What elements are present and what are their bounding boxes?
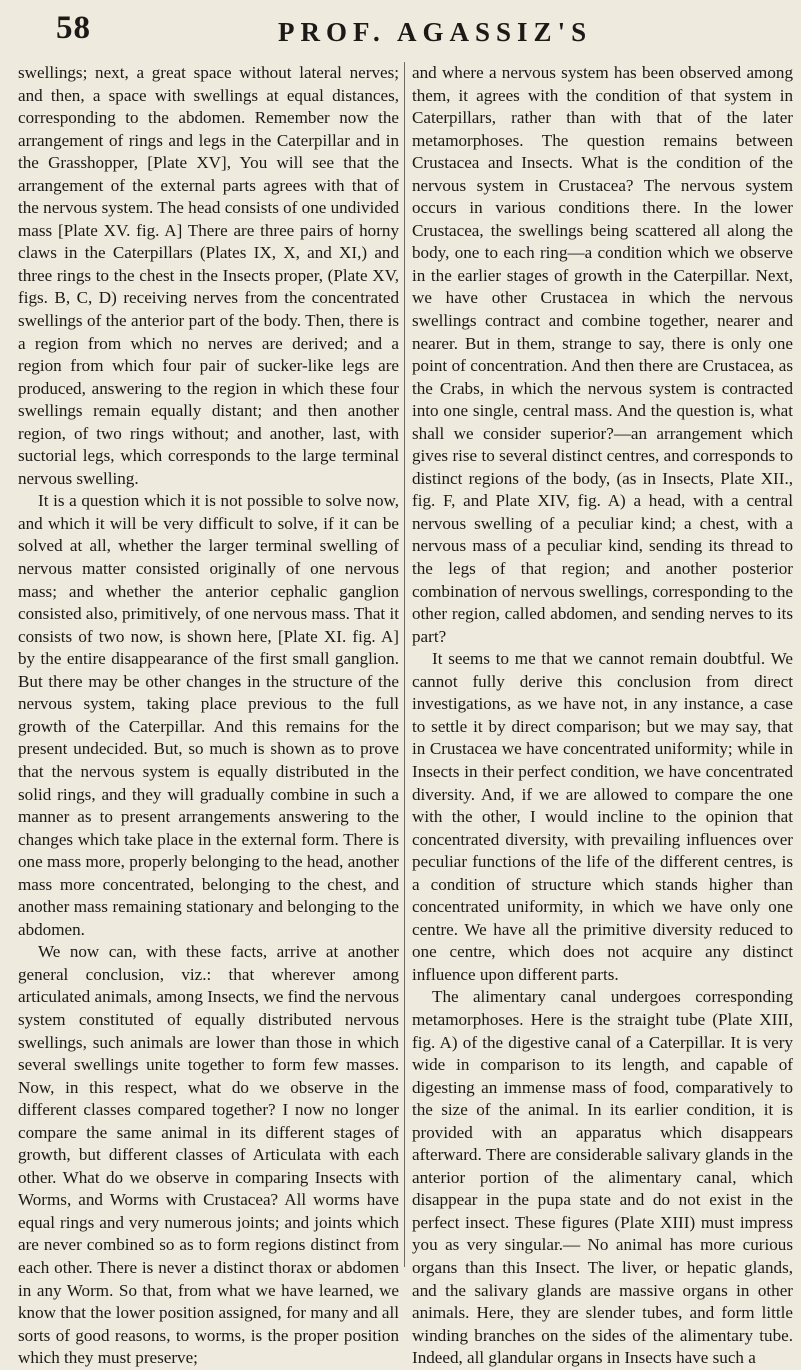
left-paragraph-1: swellings; next, a great space without lateral nerves; and then, a space with swellings at equal distances, corresponding to the abdomen. Remember now the arrangement of rings and legs in the Caterpillar and in the Grasshopper, [Plate XV], You will see that the arrangement of the external parts agrees with that of the nervous system. The head consists of one undivided mass [Plate XV. fig. A] There are three pairs of horny claws in the Caterpillars (Plates IX, X, and XI,) and three rings to the chest in the Insects proper, (Plate XV, figs. B, C, D) receiving nerves from the concentrated swellings of the anterior part of the body. Then, there is a region from which no nerves are derived; and a region from which four pair of sucker-like legs are produced, answering to the region in which these four swellings remain equally distant; and then another region, of two rings without; and another, last, with suctorial legs, which corresponds to the large terminal nervous swelling. (18, 63, 399, 488)
right-paragraph-3: The alimentary canal undergoes corresponding metamorphoses. Here is the straight tube (Plate XIII, fig. A) of the digestive canal of a Caterpillar. It is very wide in comparison to its length, and capable of digesting an immense mass of food, comparatively to the size of the animal. In its earlier condition, it is provided with an apparatus which disappears afterward. There are considerable salivary glands in the anterior portion of the alimentary canal, which disappear in the pupa state and do not exist in the perfect insect. These figures (Plate XIII) must impress you as very singular.— No animal has more curious organs than this Insect. The liver, or hepatic glands, and the salivary glands are massive organs in other animals. Here, they are slender tubes, and form little winding branches on the sides of the alimentary tube. Indeed, all glandular organs in Insects have such a (412, 987, 793, 1368)
left-column (18, 62, 399, 1368)
right-paragraph-2: It seems to me that we cannot remain doubtful. We cannot fully derive this conclusion from direct investigations, as we have not, in any instance, a case to settle it by direct comparison; but we may say, that in Crustacea we have concentrated uniformity; while in Insects in their perfect condition, we have concentrated diversity. And, if we are allowed to compare the one with the other, I would incline to the opinion that concentrated diversity, with prevailing influences over peculiar functions of the life of the different centres, is a condition of structure which stands higher than concentrated uniformity, in which we have only one centre. We have all the primitive diversity reduced to one centre, which does not acquire any distinct influence upon different parts. (412, 649, 793, 984)
right-column (412, 62, 793, 1368)
running-head (16, 6, 791, 58)
right-paragraph-1: and where a nervous system has been observed among them, it agrees with the condition of that system in Caterpillars, rather than with that of the later metamorphoses. The question remains between Crustacea and Insects. What is the condition of the nervous system in Crustacea? The nervous system occurs in various conditions there. In the lower Crustacea, the swellings being scattered all along the body, one to each ring—a condition which we observe in the earlier stages of growth in the Caterpillar. Next, we have other Crustacea in which the nervous swellings contract and combine together, nearer and nearer. But in them, strange to say, there is only one point of concentration. And then there are Crustacea, as the Crabs, in which the nervous system is contracted into one single, central mass. And the question is, what shall we consider superior?—an arrangement which gives rise to several distinct centres, and corresponds to distinct regions of the body, (as in Insects, Plate XII., fig. F, and Plate XIV, fig. A) a head, with a central nervous swelling of a peculiar kind; a chest, with a nervous mass of a peculiar kind, sending its thread to the legs of that region; and another posterior combination of nervous swellings, corresponding to the other region, called abdomen, and sending nerves to its part? (412, 63, 793, 646)
page-number: 58 (56, 10, 91, 46)
left-paragraph-2: It is a question which it is not possible to solve now, and which it will be very difficult to solve, if it can be solved at all, whether the larger terminal swelling of nervous matter consisted originally of one nervous mass; and whether the anterior cephalic ganglion consisted also, primitively, of one nervous mass. That it consists of two now, is shown here, [Plate XI. fig. A] by the entire disappearance of the first small ganglion. But there may be other changes in the structure of the nervous system, taking place previous to the full growth of the Caterpillar. And this remains for the present undecided. But, so much is shown as to prove that the nervous system is equally distributed in the solid rings, and they will gradually combine in such a manner as to present arrangements answering to the changes which take place in the external form. There is one mass more, properly belonging to the head, another mass more concentrated, belonging to the chest, and another mass remaining stationary and belonging to the abdomen. (18, 491, 399, 939)
column-divider (404, 62, 405, 1267)
left-paragraph-3: We now can, with these facts, arrive at another general conclusion, viz.: that wherever among articulated animals, among Insects, we find the nervous system constituted of equally distributed nervous swellings, such animals are lower than those in which several swellings unite together to form few masses. Now, in this respect, what do we observe in the different classes compared together? I now no longer compare the same animal in its different stages of growth, but different classes of Articulata with each other. What do we observe in comparing Insects with Worms, and Worms with Crustacea? All worms have equal rings and very numerous joints; and joints which are never combined so as to form regions distinct from each other. There is never a distinct thorax or abdomen in any Worm. So that, from what we have learned, we know that the lower position assigned, for many and all sorts of good reasons, to worms, is the proper position which they must preserve; (18, 942, 399, 1368)
running-title: PROF. AGASSIZ'S (278, 17, 593, 47)
text-columns (18, 62, 793, 1368)
